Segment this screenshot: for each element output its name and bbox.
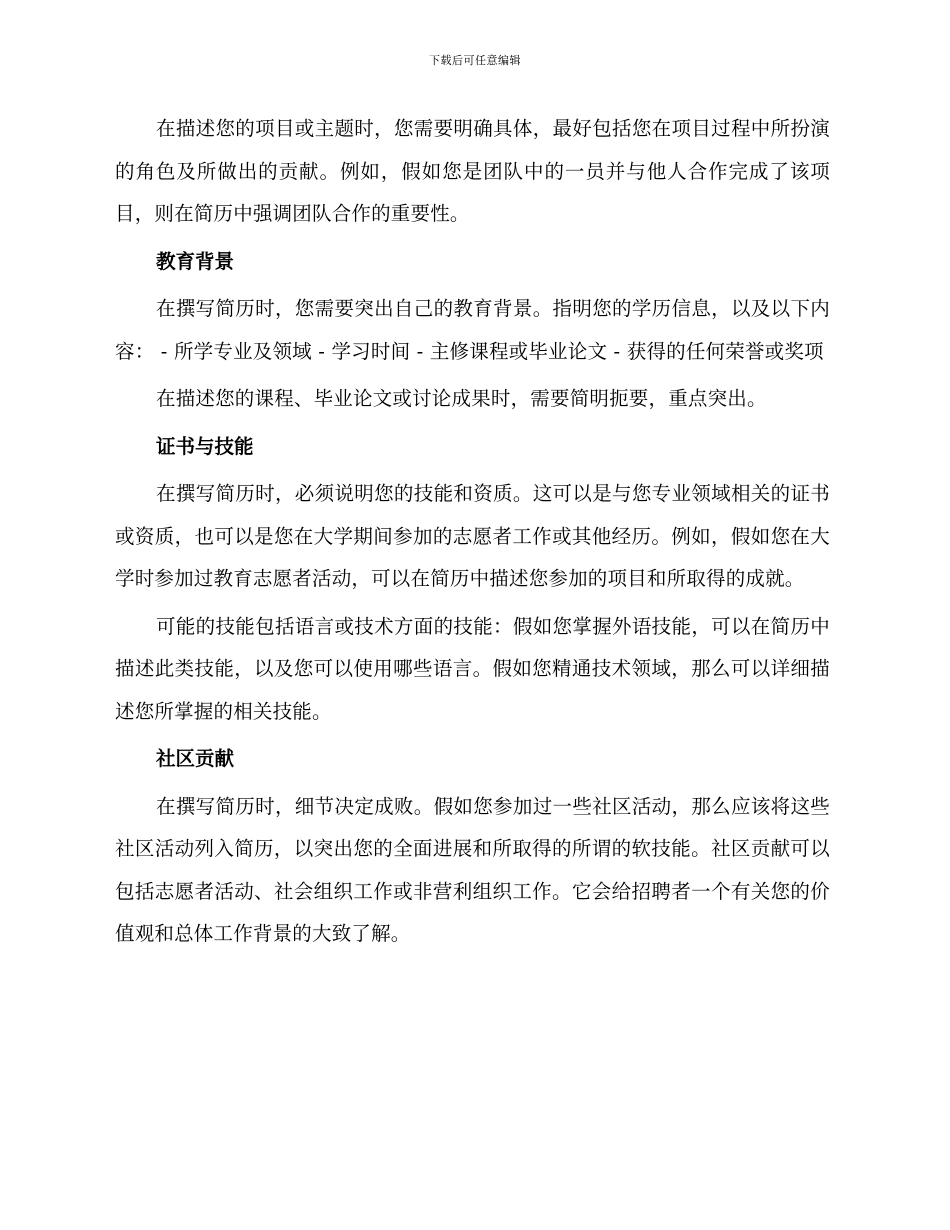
heading-certificates-skills: 证书与技能 bbox=[156, 434, 254, 458]
paragraph-project-description: 在描述您的项目或主题时，您需要明确具体，最好包括您在项目过程中所扮演的角色及所做出的贡献。例如，假如您是团队中的一员并与他人合作完成了该项目，则在简历中强调团队合作的重要性。 bbox=[115, 117, 830, 225]
paragraph-education-coursework: 在描述您的课程、毕业论文或讨论成果时，需要简明扼要，重点突出。 bbox=[156, 387, 767, 410]
paragraph-skills: 可能的技能包括语言或技术方面的技能：假如您掌握外语技能，可以在简历中描述此类技能，以及您可以使用哪些语言。假如您精通技术领域，那么可以详细描述您所掌握的相关技能。 bbox=[115, 614, 830, 723]
heading-education: 教育背景 bbox=[156, 249, 235, 273]
document-body bbox=[115, 108, 830, 956]
page-header: 下载后可任意编辑 bbox=[429, 54, 521, 67]
paragraph-education-background: 在撰写简历时，您需要突出自己的教育背景。指明您的学历信息，以及以下内容： - 所学专业及领域 - 学习时间 - 主修课程或毕业论文 - 获得的任何荣誉或奖项 bbox=[115, 297, 830, 363]
paragraph-certificates: 在撰写简历时，必须说明您的技能和资质。这可以是与您专业领域相关的证书或资质，也可以是您在大学期间参加的志愿者工作或其他经历。例如，假如您在大学时参加过教育志愿者活动，可以在简历中描述您参加的项目和所取得的成就。 bbox=[115, 482, 830, 590]
paragraph-community-contribution: 在撰写简历时，细节决定成败。假如您参加过一些社区活动，那么应该将这些社区活动列入简历，以突出您的全面进展和所取得的所谓的软技能。社区贡献可以包括志愿者活动、社会组织工作或非营利组织工作。它会给招聘者一个有关您的价值观和总体工作背景的大致了解。 bbox=[115, 794, 830, 945]
heading-community: 社区贡献 bbox=[156, 747, 235, 770]
